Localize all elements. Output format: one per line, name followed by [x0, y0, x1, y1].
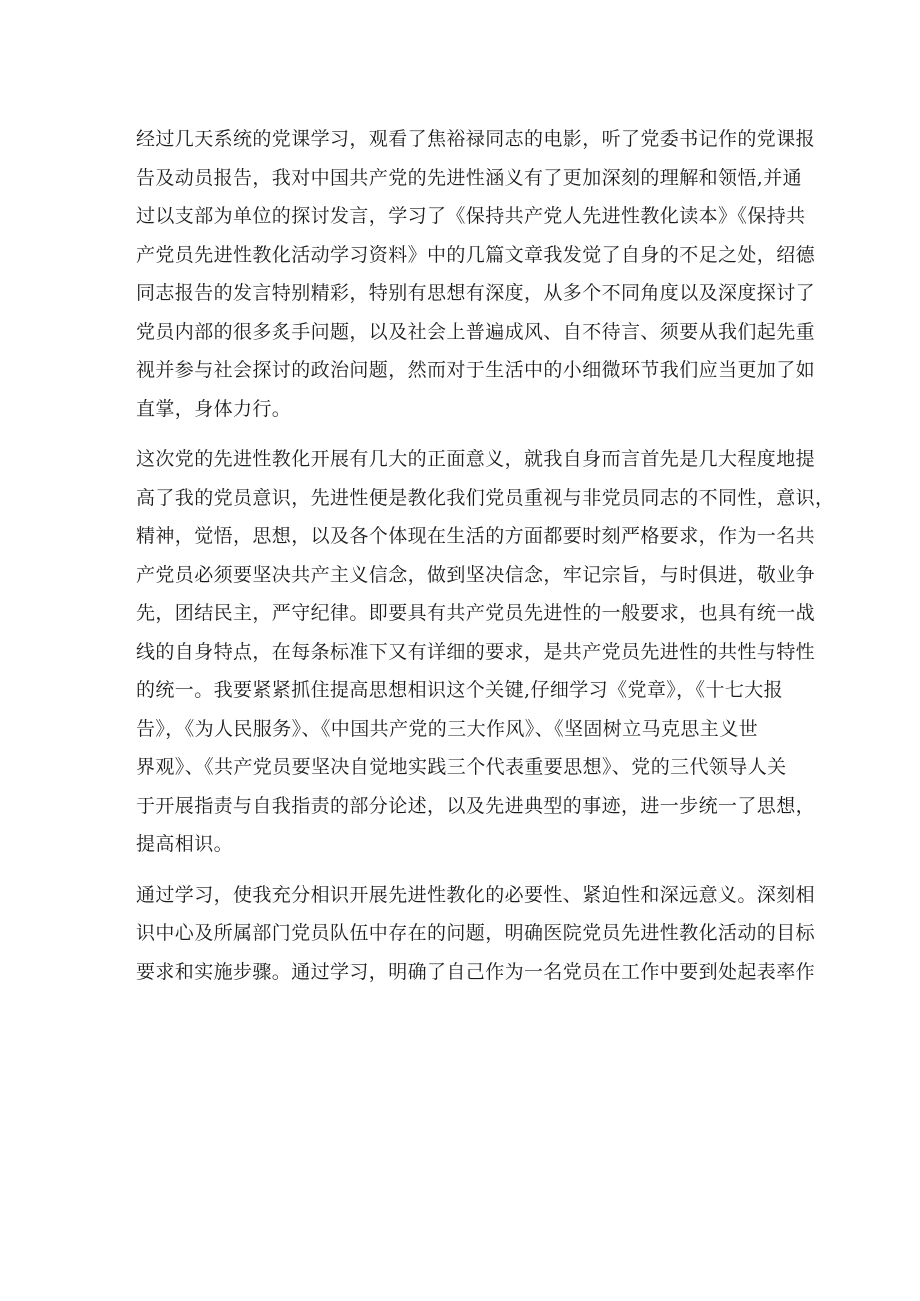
text-line: 过以支部为单位的探讨发言，学习了《保持共产党人先进性教化读本》《保持共: [136, 205, 806, 227]
text-line: 告》，《为人民服务》、《中国共产党的三大作风》、《坚固树立马克思主义世: [136, 717, 759, 740]
document-body: [136, 120, 835, 991]
text-line: 高了我的党员意识，先进性便是教化我们党员重视与非党员同志的不同性，意识，: [136, 486, 835, 509]
text-line: 要求和实施步骤。通过学习，明确了自己作为一名党员在工作中要到处起表率作: [136, 960, 816, 983]
text-line: 先，团结民主，严守纪律。即要具有共产党员先进性的一般要求，也具有统一战: [136, 602, 816, 624]
text-line: 识中心及所属部门党员队伍中存在的问题，明确医院党员先进性教化活动的目标: [136, 922, 816, 944]
text-line: 直掌，身体力行。: [136, 397, 292, 420]
text-line: 产党员必须要坚决共产主义信念，做到坚决信念，牢记宗旨，与时俱进，敬业争: [136, 563, 816, 586]
text-line: 党员内部的很多炙手问题，以及社会上普遍成风、自不待言、须要从我们起先重: [136, 320, 816, 343]
text-line: 于开展指责与自我指责的部分论述，以及先进典型的事迹，进一步统一了思想，: [136, 794, 816, 817]
text-line: 精神，觉悟，思想，以及各个体现在生活的方面都要时刻严格要求，作为一名共: [136, 525, 816, 547]
text-line: 通过学习，使我充分相识开展先进性教化的必要性、紧迫性和深远意义。深刻相: [136, 883, 816, 906]
text-line: 同志报告的发言特别精彩，特别有思想有深度，从多个不同角度以及深度探讨了: [136, 282, 816, 304]
text-line: 这次党的先进性教化开展有几大的正面意义，就我自身而言首先是几大程度地提: [136, 448, 816, 470]
text-line: 经过几天系统的党课学习，观看了焦裕禄同志的电影，听了党委书记作的党课报: [136, 128, 816, 150]
paragraph-1: [136, 120, 816, 428]
paragraph-spacer: [136, 428, 796, 440]
text-line: 的统一。我要紧紧抓住提高思想相识这个关键,仔细学习《党章》，《十七大报: [136, 679, 784, 701]
text-line: 线的自身特点，在每条标准下又有详细的要求，是共产党员先进性的共性与特性: [136, 640, 816, 663]
text-line: 产党员先进性教化活动学习资料》中的几篇文章我发觉了自身的不足之处，绍德: [136, 243, 816, 266]
text-line: 视并参与社会探讨的政治问题，然而对于生活中的小细微环节我们应当更加了如: [136, 359, 816, 381]
paragraph-2: [136, 440, 835, 864]
paragraph-spacer: [136, 864, 796, 876]
text-line: 告及动员报告，我对中国共产党的先进性涵义有了更加深刻的理解和领悟,并通: [136, 166, 803, 189]
paragraph-3: [136, 876, 816, 992]
text-line: 提高相识。: [136, 833, 234, 855]
text-line: 界观》、《共产党员要坚决自觉地实践三个代表重要思想》、党的三代领导人关: [136, 756, 787, 778]
